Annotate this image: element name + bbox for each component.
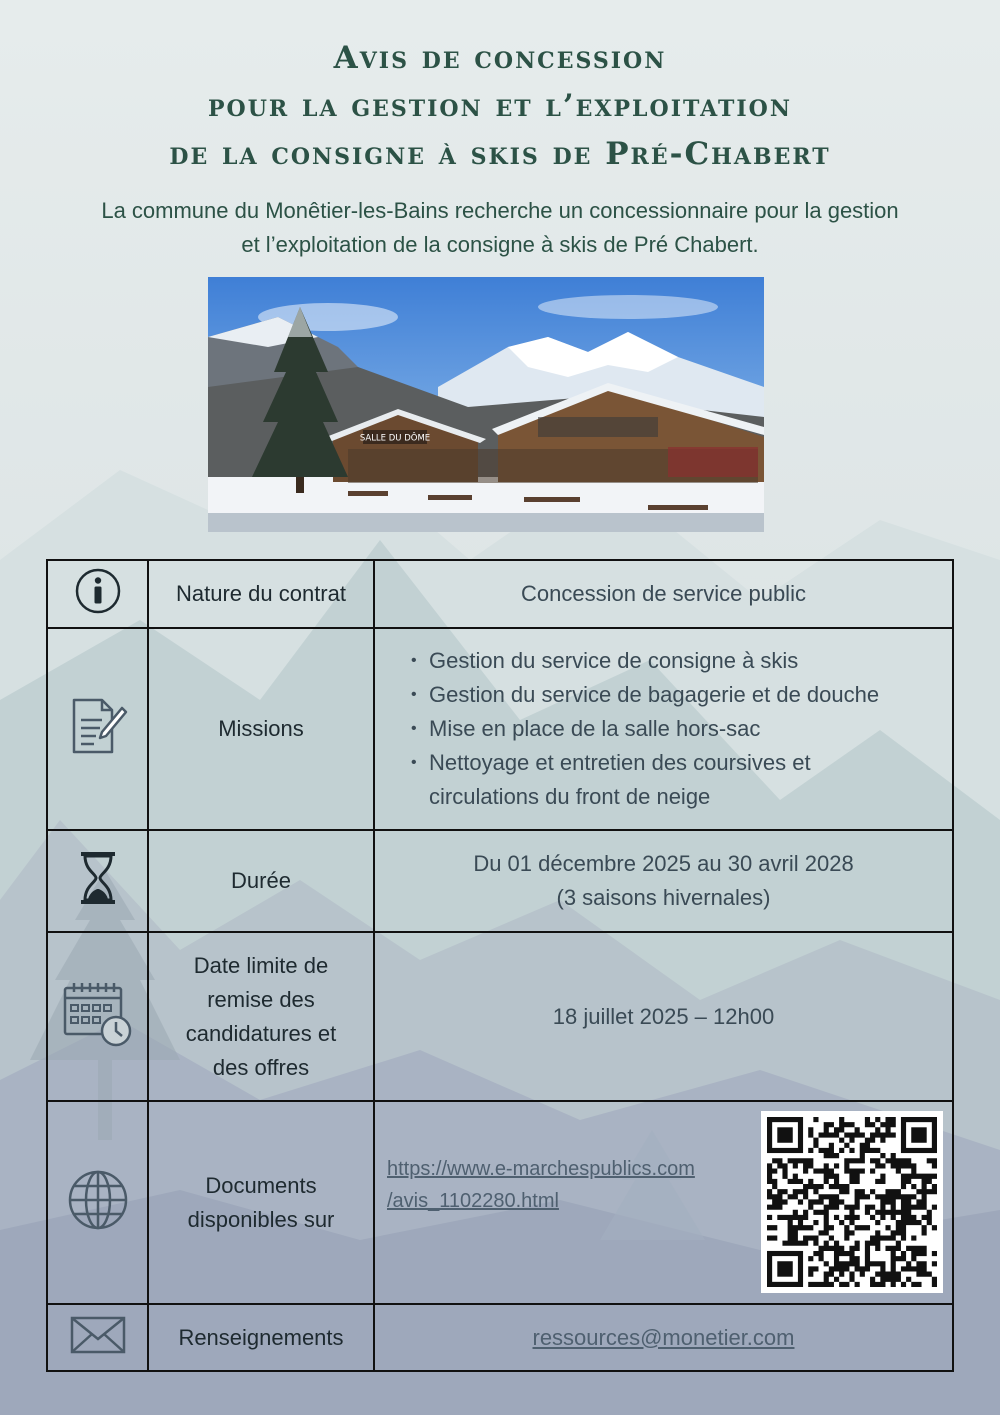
info-table — [46, 559, 954, 1372]
icon-cell — [47, 932, 148, 1101]
icon-cell — [47, 628, 148, 830]
documents-link[interactable] — [387, 1153, 759, 1217]
email-link[interactable]: ressources@monetier.com — [532, 1324, 795, 1350]
calendar-clock-icon — [62, 980, 134, 1054]
table-row-documents — [47, 1101, 953, 1304]
list-item: • Gestion du service de bagagerie et de douche — [411, 678, 952, 712]
intro-line: La commune du Monêtier-les-Bains recherche un concessionnaire pour la gestion — [101, 198, 899, 223]
info-icon — [74, 567, 122, 621]
page-title — [0, 34, 1000, 178]
table-row-renseignements — [47, 1304, 953, 1371]
ski-station-photo — [208, 277, 764, 532]
label-line: candidatures et — [185, 1020, 337, 1046]
list-item: • Nettoyage et entretien des coursives et circulations du front de neige — [411, 746, 869, 814]
qr-code-icon[interactable] — [761, 1111, 943, 1293]
table-row-duree — [47, 830, 953, 932]
row-label — [148, 932, 374, 1101]
title-line: pour la gestion et l’exploitation — [208, 88, 792, 124]
row-value — [374, 1101, 953, 1304]
title-line: de la consigne à skis de Pré-Chabert — [169, 136, 831, 172]
row-value — [374, 1304, 953, 1371]
icon-cell — [47, 1304, 148, 1371]
row-label: Missions — [148, 628, 374, 830]
label-line: disponibles sur — [187, 1206, 335, 1232]
envelope-icon — [70, 1315, 126, 1361]
list-item: • Gestion du service de consigne à skis — [411, 644, 952, 678]
link-line: /avis_1102280.html — [387, 1190, 559, 1212]
row-value — [374, 628, 953, 830]
row-value: 18 juillet 2025 – 12h00 — [374, 932, 953, 1101]
label-line: Date limite de — [193, 952, 329, 978]
intro-text — [40, 194, 960, 262]
icon-cell — [47, 1101, 148, 1304]
globe-icon — [67, 1169, 129, 1237]
row-label: Nature du contrat — [148, 560, 374, 628]
duree-line: (3 saisons hivernales) — [556, 885, 771, 910]
missions-list — [375, 644, 952, 814]
table-row-nature — [47, 560, 953, 628]
row-label: Renseignements — [148, 1304, 374, 1371]
table-row-date-limite — [47, 932, 953, 1101]
row-value — [374, 830, 953, 932]
intro-line: et l’exploitation de la consigne à skis de Pré Chabert. — [241, 232, 759, 257]
icon-cell — [47, 830, 148, 932]
title-line: Avis de concession — [333, 40, 667, 76]
label-line: Documents — [205, 1172, 317, 1198]
label-line: remise des — [207, 986, 315, 1012]
table-row-missions — [47, 628, 953, 830]
hourglass-icon — [78, 850, 118, 912]
row-label — [148, 1101, 374, 1304]
duree-line: Du 01 décembre 2025 au 30 avril 2028 — [473, 851, 854, 876]
row-label: Durée — [148, 830, 374, 932]
label-line: des offres — [212, 1054, 310, 1080]
link-line: https://www.e-marchespublics.com — [387, 1158, 695, 1180]
documents-wrap — [375, 1103, 952, 1302]
list-item: • Mise en place de la salle hors-sac — [411, 712, 952, 746]
salle-du-dome-sign: SALLE DU DÔME — [359, 433, 431, 444]
document-pen-icon — [66, 694, 130, 764]
icon-cell — [47, 560, 148, 628]
row-value: Concession de service public — [374, 560, 953, 628]
